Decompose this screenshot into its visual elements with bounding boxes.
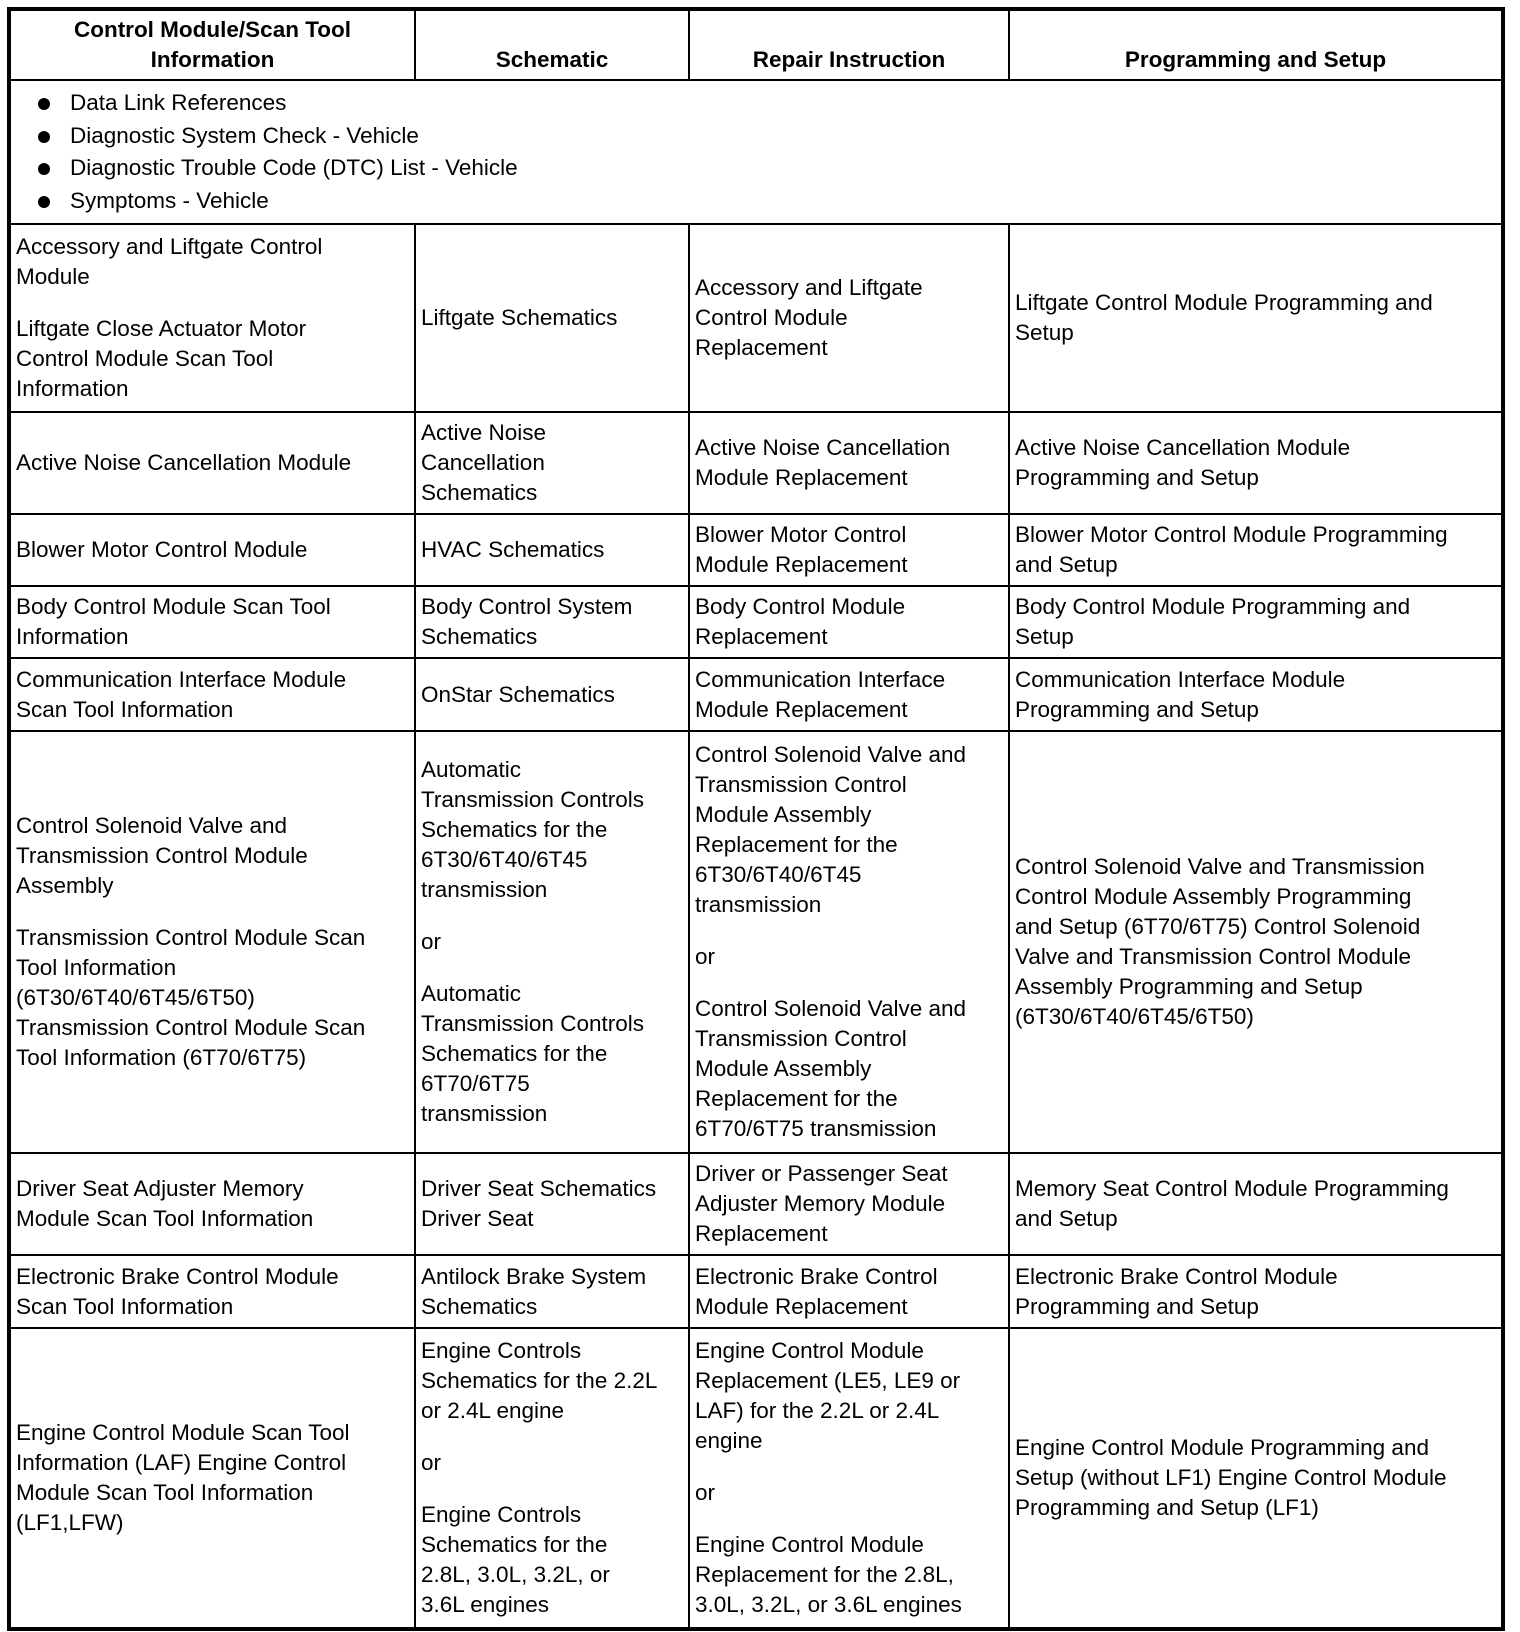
schematic-cell <box>415 224 689 412</box>
cell-text[interactable]: Automatic Transmission Controls Schematics for the 6T30/6T40/6T45 transmission <box>421 757 644 902</box>
cell-text[interactable]: Control Solenoid Valve and Transmission Control Module Assembly Replacement for the 6T70/6T75 transmission <box>695 996 967 1141</box>
cell-text[interactable]: Control Solenoid Valve and Transmission Control Module Assembly Programming and Setup (6T70/6T75) Control Solenoid Valve and Transmission Control Module Assembly Programming and Setup (6T30/6T40/6T45/6T50) <box>1015 854 1425 1029</box>
repair-instruction-cell <box>689 514 1009 586</box>
schematic-cell <box>415 658 689 731</box>
references-list <box>16 87 1496 217</box>
schematic-cell <box>415 586 689 658</box>
table-row <box>9 514 1503 586</box>
or-separator: or <box>695 1480 716 1505</box>
programming-setup-cell <box>1009 1153 1503 1255</box>
table-row <box>9 1328 1503 1629</box>
cell-text[interactable]: Active Noise Cancellation Module <box>16 450 352 475</box>
control-module-cell <box>9 1255 415 1328</box>
repair-instruction-cell <box>689 1153 1009 1255</box>
cell-text[interactable]: Communication Interface Module Scan Tool Information <box>16 666 347 722</box>
cell-text[interactable]: Driver Seat Adjuster Memory Module Scan Tool Information <box>16 1176 314 1231</box>
cell-text[interactable]: Electronic Brake Control Module Replacement <box>695 1263 938 1319</box>
repair-instruction-cell <box>689 658 1009 731</box>
or-separator: or <box>421 929 442 954</box>
reference-link[interactable]: Data Link References <box>16 87 1496 120</box>
cell-text[interactable]: Automatic Transmission Controls Schematics for the 6T70/6T75 transmission <box>421 981 644 1126</box>
cell-text[interactable]: Communication Interface Module Replacement <box>695 666 946 722</box>
control-module-cell <box>9 412 415 514</box>
table-row <box>9 224 1503 412</box>
cell-text[interactable]: Liftgate Close Actuator Motor Control Module Scan Tool Information <box>16 316 307 401</box>
cell-text[interactable]: Blower Motor Control Module Programming and Setup <box>1015 522 1448 577</box>
cell-text[interactable]: Blower Motor Control Module <box>16 537 308 562</box>
control-module-cell <box>9 1328 415 1629</box>
header-repair-instruction: Repair Instruction <box>689 9 1009 80</box>
reference-link[interactable]: Symptoms - Vehicle <box>16 185 1496 218</box>
cell-text[interactable]: Control Solenoid Valve and Transmission Control Module Assembly Replacement for the 6T30/6T40/6T45 transmission <box>695 742 967 917</box>
schematic-cell <box>415 731 689 1153</box>
schematic-cell <box>415 1153 689 1255</box>
repair-instruction-cell <box>689 224 1009 412</box>
schematic-cell <box>415 514 689 586</box>
cell-text[interactable]: Engine Control Module Scan Tool Information (LAF) Engine Control Module Scan Tool Information (LF1,LFW) <box>16 1420 350 1535</box>
programming-setup-cell <box>1009 658 1503 731</box>
cell-text[interactable]: Liftgate Control Module Programming and Setup <box>1015 290 1433 345</box>
reference-link[interactable]: Diagnostic Trouble Code (DTC) List - Vehicle <box>16 152 1496 185</box>
cell-text[interactable]: Driver Seat Schematics Driver Seat <box>421 1176 657 1231</box>
cell-text[interactable]: OnStar Schematics <box>421 681 615 707</box>
control-module-cell <box>9 224 415 412</box>
or-separator: or <box>695 944 716 969</box>
table-row <box>9 412 1503 514</box>
cell-text[interactable]: Electronic Brake Control Module Programming and Setup <box>1015 1263 1338 1319</box>
cell-text[interactable]: Control Solenoid Valve and Transmission Control Module Assembly <box>16 813 308 898</box>
cell-text[interactable]: Active Noise Cancellation Module Programming and Setup <box>1015 435 1351 490</box>
repair-instruction-cell <box>689 586 1009 658</box>
programming-setup-cell <box>1009 412 1503 514</box>
cell-text[interactable]: Communication Interface Module Programming and Setup <box>1015 666 1346 722</box>
table-row <box>9 658 1503 731</box>
header-schematic: Schematic <box>415 9 689 80</box>
cell-text[interactable]: Memory Seat Control Module Programming and Setup <box>1015 1176 1449 1231</box>
schematic-cell <box>415 1328 689 1629</box>
programming-setup-cell <box>1009 1328 1503 1629</box>
scan-tool-info-table <box>7 7 1505 1631</box>
repair-instruction-cell <box>689 1255 1009 1328</box>
cell-text[interactable]: Engine Control Module Programming and Setup (without LF1) Engine Control Module Programming and Setup (LF1) <box>1015 1435 1447 1520</box>
cell-text[interactable]: Driver or Passenger Seat Adjuster Memory Module Replacement <box>695 1161 948 1246</box>
reference-link[interactable]: Diagnostic System Check - Vehicle <box>16 120 1496 153</box>
cell-text[interactable]: HVAC Schematics <box>421 537 605 562</box>
schematic-cell <box>415 1255 689 1328</box>
repair-instruction-cell <box>689 412 1009 514</box>
cell-text[interactable]: Active Noise Cancellation Schematics <box>421 420 547 505</box>
programming-setup-cell <box>1009 514 1503 586</box>
cell-text[interactable]: Electronic Brake Control Module Scan Tool Information <box>16 1263 339 1319</box>
cell-text[interactable]: Body Control System Schematics <box>421 594 633 649</box>
cell-text[interactable]: Accessory and Liftgate Control Module Replacement <box>695 275 923 360</box>
header-control-module: Control Module/Scan Tool Information <box>9 9 415 80</box>
programming-setup-cell <box>1009 224 1503 412</box>
control-module-cell <box>9 1153 415 1255</box>
cell-text[interactable]: Body Control Module Scan Tool Information <box>16 594 331 649</box>
programming-setup-cell <box>1009 586 1503 658</box>
header-programming-setup: Programming and Setup <box>1009 9 1503 80</box>
control-module-cell <box>9 731 415 1153</box>
cell-text[interactable]: Active Noise Cancellation Module Replacement <box>695 435 951 490</box>
cell-text[interactable]: Body Control Module Programming and Setup <box>1015 594 1411 649</box>
schematic-cell <box>415 412 689 514</box>
control-module-cell <box>9 658 415 731</box>
cell-text[interactable]: Body Control Module Replacement <box>695 594 906 649</box>
programming-setup-cell <box>1009 731 1503 1153</box>
cell-text[interactable]: Liftgate Schematics <box>421 305 618 330</box>
table-row <box>9 1153 1503 1255</box>
table-row <box>9 1255 1503 1328</box>
cell-text[interactable]: Antilock Brake System Schematics <box>421 1263 647 1319</box>
programming-setup-cell <box>1009 1255 1503 1328</box>
table-row <box>9 731 1503 1153</box>
cell-text[interactable]: Transmission Control Module Scan Tool Information (6T30/6T40/6T45/6T50) Transmission Control Module Scan Tool Information (6T70/6T75) <box>16 925 366 1070</box>
cell-text[interactable]: Accessory and Liftgate Control Module <box>16 234 323 289</box>
cell-text[interactable]: Engine Controls Schematics for the 2.8L, 3.0L, 3.2L, or 3.6L engines <box>421 1502 610 1617</box>
repair-instruction-cell <box>689 1328 1009 1629</box>
or-separator: or <box>421 1450 442 1475</box>
repair-instruction-cell <box>689 731 1009 1153</box>
references-cell <box>9 80 1503 224</box>
cell-text[interactable]: Engine Control Module Replacement (LE5, LE9 or LAF) for the 2.2L or 2.4L engine <box>695 1338 961 1453</box>
control-module-cell <box>9 586 415 658</box>
cell-text[interactable]: Engine Control Module Replacement for the 2.8L, 3.0L, 3.2L, or 3.6L engines <box>695 1532 962 1617</box>
table-row <box>9 586 1503 658</box>
control-module-cell <box>9 514 415 586</box>
cell-text[interactable]: Blower Motor Control Module Replacement <box>695 522 908 577</box>
cell-text[interactable]: Engine Controls Schematics for the 2.2L or 2.4L engine <box>421 1338 658 1423</box>
